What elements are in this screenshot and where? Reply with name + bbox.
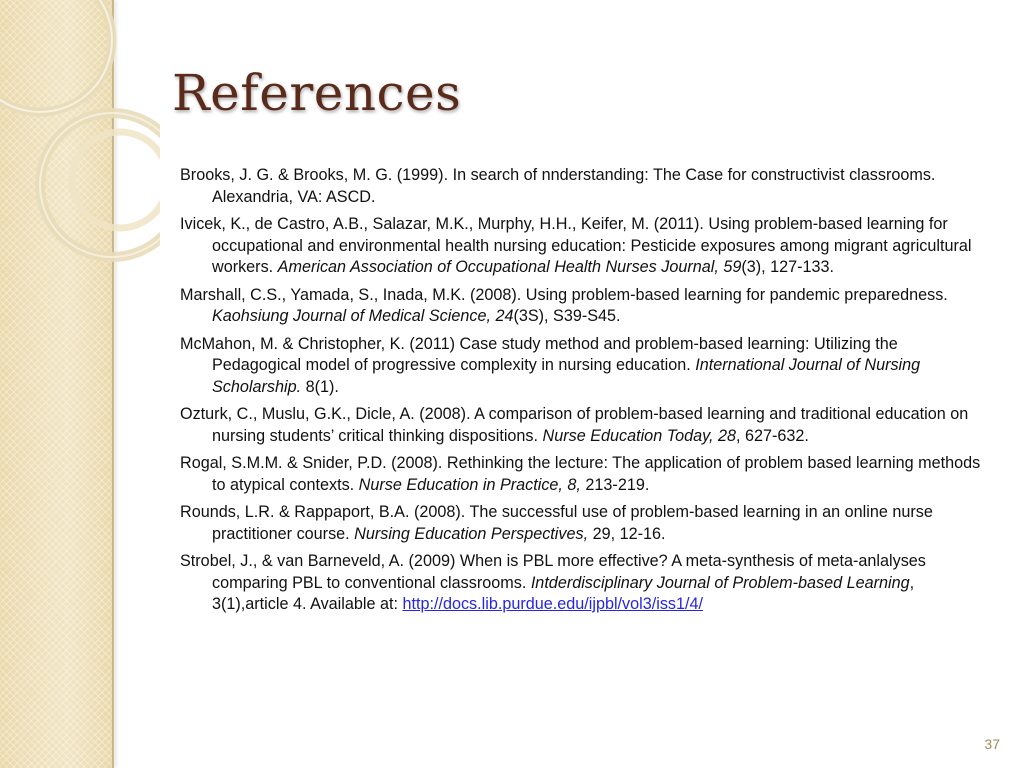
reference-tail: , 627-632. [736,426,809,445]
reference-item [180,285,990,328]
page-number: 37 [984,736,1000,752]
reference-item [180,334,990,399]
reference-item [180,502,990,545]
slide-title: References [172,64,462,122]
reference-journal: International Journal of Nursing Scholarship. [212,356,921,396]
reference-text: Marshall, C.S., Yamada, S., Inada, M.K. (2008). Using problem-based learning for pandemic preparedness. [180,285,948,304]
reference-item [180,404,990,447]
reference-journal: Kaohsiung Journal of Medical Science, 24 [212,307,514,325]
reference-tail: (3S), S39-S45. [513,307,621,325]
reference-tail: 213-219. [580,475,650,494]
reference-list [180,165,990,622]
ring-top [0,0,112,112]
reference-item [180,453,990,496]
reference-text: Rounds, L.R. & Rappaport, B.A. (2008). The successful use of problem-based learning in an online nurse practitioner course. [180,503,933,543]
ring-top-inner [0,0,112,112]
reference-tail: 29, 12-16. [588,524,666,543]
reference-tail: , 3(1),article 4. Available at: [212,573,915,613]
ring-small [72,132,160,228]
reference-journal: Nurse Education Today, 28 [542,426,736,445]
reference-item [180,551,990,616]
reference-journal: Intderdisciplinary Journal of Problem-based Learning [530,573,910,592]
reference-item [180,165,990,208]
reference-text: Strobel, J., & van Barneveld, A. (2009) When is PBL more effective? A meta-synthesis of meta-anlalyses comparing PBL to conventional classrooms. [180,552,926,592]
reference-tail: (3), 127-133. [741,258,835,276]
reference-text: Brooks, J. G. & Brooks, M. G. (1999). In search of nnderstanding: The Case for constructivist classrooms. Alexandria, VA: ASCD. [180,166,936,206]
reference-item [180,214,990,279]
decorative-rings-icon [0,0,160,330]
reference-text: Ivicek, K., de Castro, A.B., Salazar, M.K., Murphy, H.H., Keifer, M. (2011). Using problem-based learning for occupational and environmental health nursing education: Pesticide exposures among migrant agricultural workers. [180,215,972,276]
reference-journal: Nursing Education Perspectives, [354,524,589,543]
reference-journal: American Association of Occupational Health Nurses Journal, 59 [277,258,742,276]
reference-text: Ozturk, C., Muslu, G.K., Dicle, A. (2008). A comparison of problem-based learning and traditional education on nursing students’ critical thinking dispositions. [180,405,969,445]
reference-text: Rogal, S.M.M. & Snider, P.D. (2008). Rethinking the lecture: The application of problem based learning methods to atypical contexts. [180,454,981,494]
reference-text: McMahon, M. & Christopher, K. (2011) Case study method and problem-based learning: Utilizing the Pedagogical model of progressive complexity in nursing education. [180,334,898,374]
reference-journal: Nurse Education in Practice, 8, [358,475,581,494]
reference-tail: 8(1). [301,377,339,396]
reference-link[interactable]: http://docs.lib.purdue.edu/ijpbl/vol3/iss1/4/ [402,595,704,613]
